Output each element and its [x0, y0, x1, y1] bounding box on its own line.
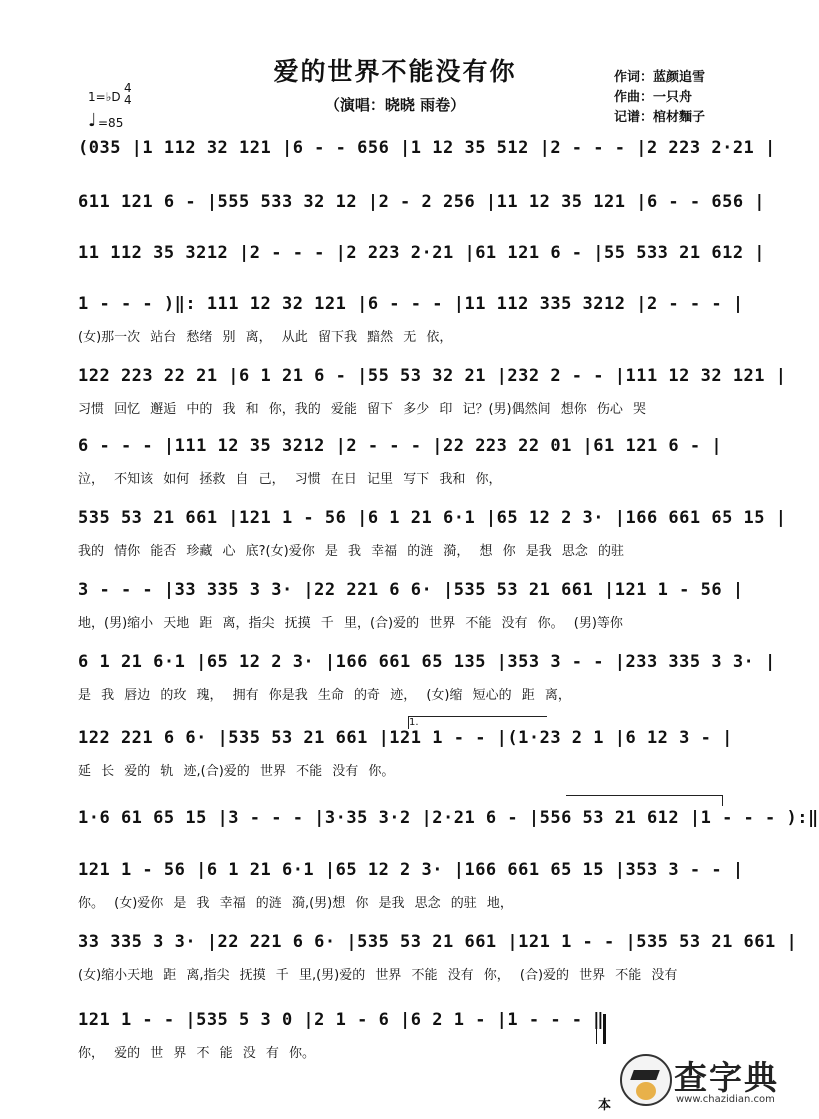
notation-line: 122 223 22 21 |6 1 21 6 - |55 53 32 21 |232 2 - - |111 12 32 121 | [78, 366, 787, 386]
final-barline [596, 1014, 606, 1044]
volta-label: 1. [409, 717, 419, 728]
lyric-line: 习惯 回忆 邂逅 中的 我 和 你，我的 爱能 留下 多少 印 记？(男)偶然间 想你 伤心 哭 [78, 402, 646, 417]
lyric-line: 你， 爱的 世 界 不 能 没 有 你。 [78, 1046, 316, 1061]
lyric-line: 泣， 不知该 如何 拯救 自 己， 习惯 在日 记里 写下 我和 你， [78, 472, 502, 487]
time-signature-bottom: 4 [124, 93, 132, 107]
watermark-brand: 查字典 [674, 1058, 779, 1097]
graduate-badge-icon [620, 1054, 672, 1106]
lyricist-credit: 作词：蓝颜追雪 [614, 70, 706, 85]
corner-text: 本 [598, 1098, 612, 1113]
notation-line: 33 335 3 3· |22 221 6 6· |535 53 21 661 |121 1 - - |535 53 21 661 | [78, 932, 798, 952]
tempo-marking: =85 [98, 116, 124, 130]
notation-line: 535 53 21 661 |121 1 - 56 |6 1 21 6·1 |65 12 2 3· |166 661 65 15 | [78, 508, 787, 528]
watermark-url: www.chazidian.com [676, 1094, 775, 1105]
credits-block [614, 68, 705, 128]
notation-line: 1 - - - )‖: 111 12 32 121 |6 - - - |11 112 335 3212 |2 - - - | [78, 294, 744, 314]
lyric-line: 你。 (女)爱你 是 我 幸福 的涟 漪,(男)想 你 是我 思念 的驻 地， [78, 896, 513, 911]
lyric-line: 我的 情你 能否 珍藏 心 底?(女)爱你 是 我 幸福 的涟 漪， 想 你 是我 思念 的驻 [78, 544, 625, 559]
time-signature-top: 4 [124, 81, 132, 95]
notation-line: 122 221 6 6· |535 53 21 661 |121 1 - - |(1·23 2 1 |6 12 3 - | [78, 728, 733, 748]
quarter-note-icon: ♩ [88, 110, 97, 131]
key-signature: 1=♭D [88, 90, 121, 104]
key-tempo-block [84, 82, 154, 134]
notation-line: 121 1 - 56 |6 1 21 6·1 |65 12 2 3· |166 661 65 15 |353 3 - - | [78, 860, 744, 880]
transcriber-credit: 记谱：棺材麵子 [614, 110, 706, 125]
lyric-line: (女)那一次 站台 愁绪 别 离， 从此 留下我 黯然 无 依， [78, 330, 453, 345]
lyric-line: 地，(男)缩小 天地 距 离，指尖 抚摸 千 里，(合)爱的 世界 不能 没有 你。 (男)等你 [78, 616, 623, 631]
lyric-line: (女)缩小天地 距 离,指尖 抚摸 千 里,(男)爱的 世界 不能 没有 你， (合)爱的 世界 不能 没有 [78, 968, 678, 983]
second-ending-bracket [566, 795, 723, 806]
singers-line: （演唱：晓晓 雨卷） [324, 96, 466, 114]
composer-credit: 作曲：一只舟 [614, 90, 693, 105]
watermark-logo [620, 1050, 785, 1112]
lyric-line: 是 我 唇边 的玫 瑰， 拥有 你是我 生命 的奇 迹， (女)缩 短心的 距 离， [78, 688, 571, 703]
song-title: 爱的世界不能没有你 [273, 57, 517, 86]
notation-line: 6 - - - |111 12 35 3212 |2 - - - |22 223 22 01 |61 121 6 - | [78, 436, 723, 456]
notation-line: 611 121 6 - |555 533 32 12 |2 - 2 256 |11 12 35 121 |6 - - 656 | [78, 192, 766, 212]
notation-line: 3 - - - |33 335 3 3· |22 221 6 6· |535 53 21 661 |121 1 - 56 | [78, 580, 744, 600]
notation-line: 121 1 - - |535 5 3 0 |2 1 - 6 |6 2 1 - |1 - - - ‖ [78, 1010, 605, 1030]
face-icon [636, 1082, 656, 1100]
notation-line: 1·6 61 65 15 |3 - - - |3·35 3·2 |2·21 6 - |556 53 21 612 |1 - - - ):‖ [78, 808, 819, 828]
first-ending-bracket [408, 716, 547, 729]
graduation-cap-icon [630, 1070, 660, 1080]
notation-line: 11 112 35 3212 |2 - - - |2 223 2·21 |61 121 6 - |55 533 21 612 | [78, 243, 766, 263]
notation-line: 6 1 21 6·1 |65 12 2 3· |166 661 65 135 |353 3 - - |233 335 3 3· | [78, 652, 776, 672]
time-signature [124, 82, 132, 106]
lyric-line: 延 长 爱的 轨 迹,(合)爱的 世界 不能 没有 你。 [78, 764, 395, 779]
notation-line: (035 |1 112 32 121 |6 - - 656 |1 12 35 512 |2 - - - |2 223 2·21 | [78, 138, 776, 158]
